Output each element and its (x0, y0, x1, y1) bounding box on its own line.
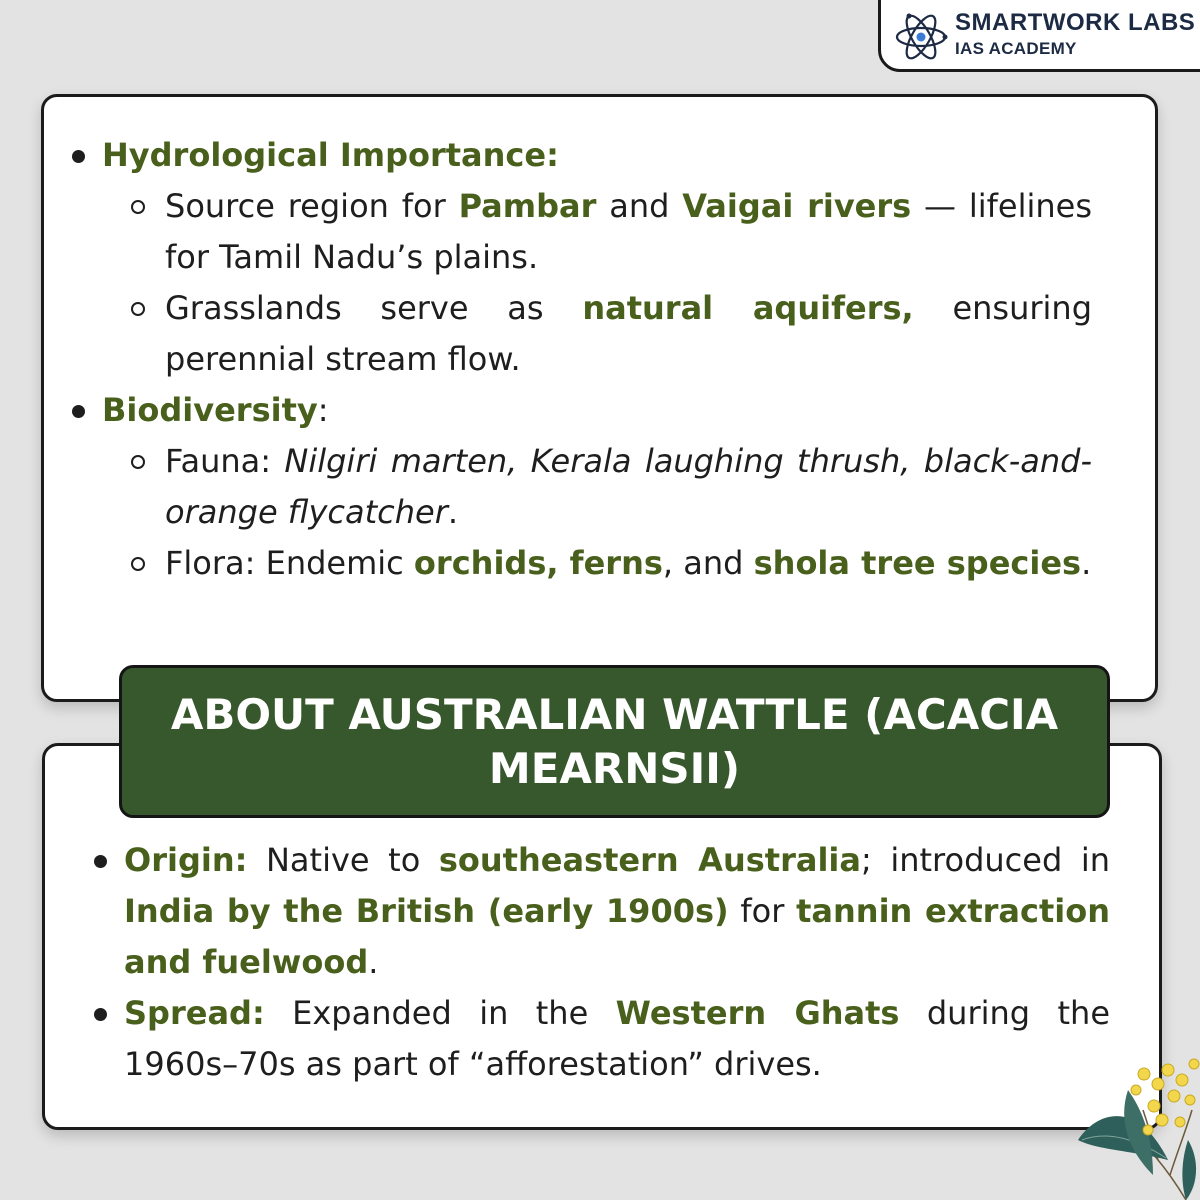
item-heading: Hydrological Importance: (102, 136, 559, 174)
bullet-icon (72, 150, 85, 163)
highlight-text: Vaigai rivers (682, 187, 912, 225)
atom-icon (893, 9, 949, 65)
brand-name: SMARTWORK LABS (955, 9, 1196, 36)
sublist (102, 181, 1092, 385)
sublist (102, 436, 1092, 589)
sublist-item (165, 283, 1092, 385)
section1-list (102, 130, 1092, 589)
bullet-icon (94, 1008, 107, 1021)
text-run: . (1081, 544, 1092, 582)
highlight-text: Western Ghats (615, 994, 900, 1032)
list-item-biodiversity (102, 385, 1092, 589)
text-run: Source region for (165, 187, 459, 225)
circle-bullet-icon (131, 455, 145, 469)
circle-bullet-icon (131, 557, 145, 571)
text-run: Native to (247, 841, 439, 879)
section2-list (124, 835, 1110, 1090)
text-run: , and (662, 544, 754, 582)
text-run: for (728, 892, 797, 930)
text-run: Flora: Endemic (165, 544, 414, 582)
brand-subtitle: IAS ACADEMY (955, 39, 1077, 58)
wattle-flower-illustration (1058, 1050, 1200, 1200)
text-run: and (596, 187, 683, 225)
text-run: . (368, 943, 379, 981)
highlight-text: orchids, ferns (413, 544, 663, 582)
list-item-hydrology (102, 130, 1092, 385)
text-run: Grasslands serve as (165, 289, 583, 327)
sublist-item (165, 436, 1092, 538)
list-item-origin (124, 835, 1110, 988)
bullet-icon (94, 855, 107, 868)
circle-bullet-icon (131, 200, 145, 214)
list-item-spread (124, 988, 1110, 1090)
text-run: — lifelines for Tamil Nadu’s plains. (165, 187, 1093, 276)
italic-text: Nilgiri marten, Kerala laughing thrush, black-and-orange flycatcher (165, 442, 1093, 531)
brand-header (878, 0, 1200, 72)
sublist-item (165, 181, 1092, 283)
text-run: ; introduced in (860, 841, 1111, 879)
sublist-item (165, 538, 1092, 589)
text-run: Expanded in the (264, 994, 616, 1032)
highlight-text: Origin: (124, 841, 248, 879)
highlight-text: shola tree species (753, 544, 1082, 582)
highlight-text: southeastern Australia (438, 841, 861, 879)
highlight-text: Spread: (124, 994, 265, 1032)
highlight-text: natural aquifers, (582, 289, 914, 327)
section-banner (119, 665, 1110, 818)
circle-bullet-icon (131, 302, 145, 316)
text-run: . (447, 493, 459, 531)
heading-suffix: : (317, 391, 329, 429)
highlight-text: tannin extraction and fuelwood (124, 892, 1111, 981)
highlight-text: Pambar (458, 187, 597, 225)
text-run: during the 1960s–70s as part of “afforestation” drives. (124, 994, 1110, 1083)
banner-title: ABOUT AUSTRALIAN WATTLE (ACACIA MEARNSII) (170, 689, 1059, 793)
item-heading: Biodiversity (102, 391, 318, 429)
text-run: Fauna: (165, 442, 285, 480)
bullet-icon (72, 405, 85, 418)
highlight-text: India by the British (early 1900s) (124, 892, 729, 930)
text-run: ensuring perennial stream flow. (165, 289, 1093, 378)
